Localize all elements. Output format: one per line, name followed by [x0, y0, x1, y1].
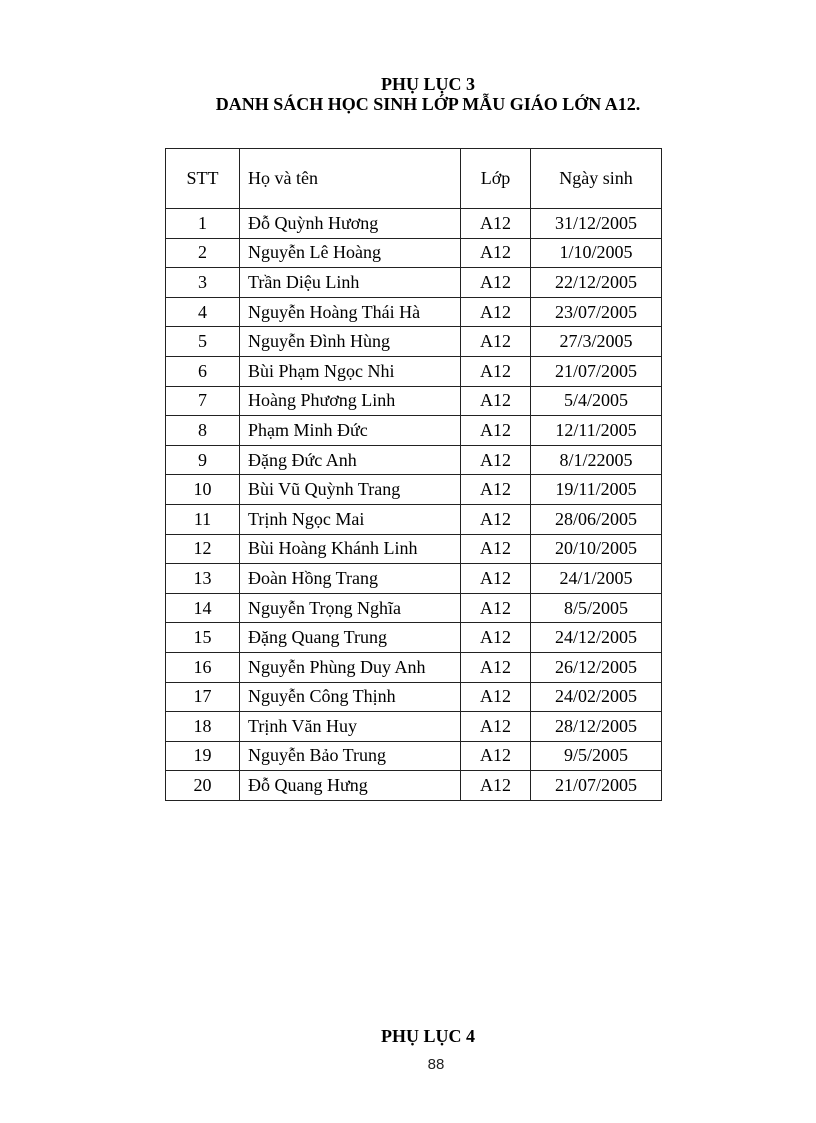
cell-birthdate: 5/4/2005: [531, 386, 662, 416]
cell-birthdate: 12/11/2005: [531, 416, 662, 446]
cell-stt: 11: [166, 504, 240, 534]
cell-name: Trịnh Ngọc Mai: [240, 504, 461, 534]
cell-birthdate: 1/10/2005: [531, 238, 662, 268]
cell-birthdate: 22/12/2005: [531, 268, 662, 298]
cell-name: Nguyễn Đình Hùng: [240, 327, 461, 357]
cell-name: Phạm Minh Đức: [240, 416, 461, 446]
cell-class: A12: [461, 534, 531, 564]
cell-birthdate: 24/1/2005: [531, 564, 662, 594]
cell-name: Hoàng Phương Linh: [240, 386, 461, 416]
header-birthdate: Ngày sinh: [531, 149, 662, 209]
cell-stt: 9: [166, 445, 240, 475]
cell-birthdate: 31/12/2005: [531, 209, 662, 239]
table-row: [166, 445, 662, 475]
cell-class: A12: [461, 416, 531, 446]
table-row: [166, 593, 662, 623]
cell-birthdate: 24/12/2005: [531, 623, 662, 653]
cell-name: Nguyễn Hoàng Thái Hà: [240, 297, 461, 327]
table-row: [166, 356, 662, 386]
cell-stt: 14: [166, 593, 240, 623]
table-header-row: [166, 149, 662, 209]
table-row: [166, 327, 662, 357]
cell-stt: 6: [166, 356, 240, 386]
cell-name: Nguyễn Trọng Nghĩa: [240, 593, 461, 623]
cell-stt: 7: [166, 386, 240, 416]
table-row: [166, 209, 662, 239]
cell-birthdate: 27/3/2005: [531, 327, 662, 357]
cell-stt: 17: [166, 682, 240, 712]
table-body: [166, 209, 662, 801]
table-row: [166, 534, 662, 564]
cell-stt: 8: [166, 416, 240, 446]
table-row: [166, 297, 662, 327]
cell-class: A12: [461, 771, 531, 801]
cell-birthdate: 24/02/2005: [531, 682, 662, 712]
cell-class: A12: [461, 652, 531, 682]
table-row: [166, 741, 662, 771]
cell-name: Đỗ Quỳnh Hương: [240, 209, 461, 239]
cell-birthdate: 20/10/2005: [531, 534, 662, 564]
cell-class: A12: [461, 268, 531, 298]
cell-name: Nguyễn Bảo Trung: [240, 741, 461, 771]
cell-class: A12: [461, 297, 531, 327]
cell-class: A12: [461, 238, 531, 268]
cell-stt: 12: [166, 534, 240, 564]
cell-stt: 10: [166, 475, 240, 505]
table-row: [166, 652, 662, 682]
cell-class: A12: [461, 623, 531, 653]
table-row: [166, 504, 662, 534]
cell-birthdate: 21/07/2005: [531, 771, 662, 801]
table-row: [166, 475, 662, 505]
cell-birthdate: 28/06/2005: [531, 504, 662, 534]
cell-class: A12: [461, 504, 531, 534]
cell-class: A12: [461, 593, 531, 623]
cell-birthdate: 8/5/2005: [531, 593, 662, 623]
table-row: [166, 268, 662, 298]
cell-name: Đỗ Quang Hưng: [240, 771, 461, 801]
table-row: [166, 386, 662, 416]
cell-name: Nguyễn Công Thịnh: [240, 682, 461, 712]
appendix-title: PHỤ LỤC 3: [381, 74, 475, 94]
cell-class: A12: [461, 327, 531, 357]
cell-name: Trịnh Văn Huy: [240, 712, 461, 742]
cell-birthdate: 9/5/2005: [531, 741, 662, 771]
cell-class: A12: [461, 712, 531, 742]
cell-stt: 3: [166, 268, 240, 298]
cell-stt: 15: [166, 623, 240, 653]
table-row: [166, 771, 662, 801]
cell-birthdate: 8/1/22005: [531, 445, 662, 475]
cell-name: Nguyễn Phùng Duy Anh: [240, 652, 461, 682]
cell-name: Bùi Phạm Ngọc Nhi: [240, 356, 461, 386]
cell-stt: 5: [166, 327, 240, 357]
header-stt: STT: [166, 149, 240, 209]
table-row: [166, 564, 662, 594]
cell-birthdate: 26/12/2005: [531, 652, 662, 682]
header-class: Lớp: [461, 149, 531, 209]
cell-stt: 18: [166, 712, 240, 742]
page-number: 88: [427, 1056, 445, 1073]
cell-stt: 1: [166, 209, 240, 239]
cell-stt: 4: [166, 297, 240, 327]
header-name: Họ và tên: [240, 149, 461, 209]
cell-name: Đoàn Hồng Trang: [240, 564, 461, 594]
table-row: [166, 623, 662, 653]
cell-stt: 20: [166, 771, 240, 801]
cell-class: A12: [461, 445, 531, 475]
cell-stt: 2: [166, 238, 240, 268]
cell-birthdate: 23/07/2005: [531, 297, 662, 327]
table-row: [166, 712, 662, 742]
cell-stt: 19: [166, 741, 240, 771]
cell-birthdate: 19/11/2005: [531, 475, 662, 505]
appendix-subtitle: DANH SÁCH HỌC SINH LỚP MẪU GIÁO LỚN A12.: [215, 94, 641, 114]
cell-class: A12: [461, 564, 531, 594]
cell-birthdate: 21/07/2005: [531, 356, 662, 386]
cell-name: Bùi Vũ Quỳnh Trang: [240, 475, 461, 505]
table-row: [166, 682, 662, 712]
cell-class: A12: [461, 386, 531, 416]
table-row: [166, 416, 662, 446]
cell-class: A12: [461, 682, 531, 712]
cell-class: A12: [461, 209, 531, 239]
cell-birthdate: 28/12/2005: [531, 712, 662, 742]
cell-class: A12: [461, 741, 531, 771]
cell-name: Bùi Hoàng Khánh Linh: [240, 534, 461, 564]
cell-class: A12: [461, 356, 531, 386]
cell-stt: 16: [166, 652, 240, 682]
cell-name: Nguyễn Lê Hoàng: [240, 238, 461, 268]
cell-class: A12: [461, 475, 531, 505]
student-list-table: [165, 148, 662, 801]
cell-name: Trần Diệu Linh: [240, 268, 461, 298]
cell-name: Đặng Quang Trung: [240, 623, 461, 653]
table-row: [166, 238, 662, 268]
cell-name: Đặng Đức Anh: [240, 445, 461, 475]
next-appendix-title: PHỤ LỤC 4: [381, 1026, 475, 1046]
cell-stt: 13: [166, 564, 240, 594]
